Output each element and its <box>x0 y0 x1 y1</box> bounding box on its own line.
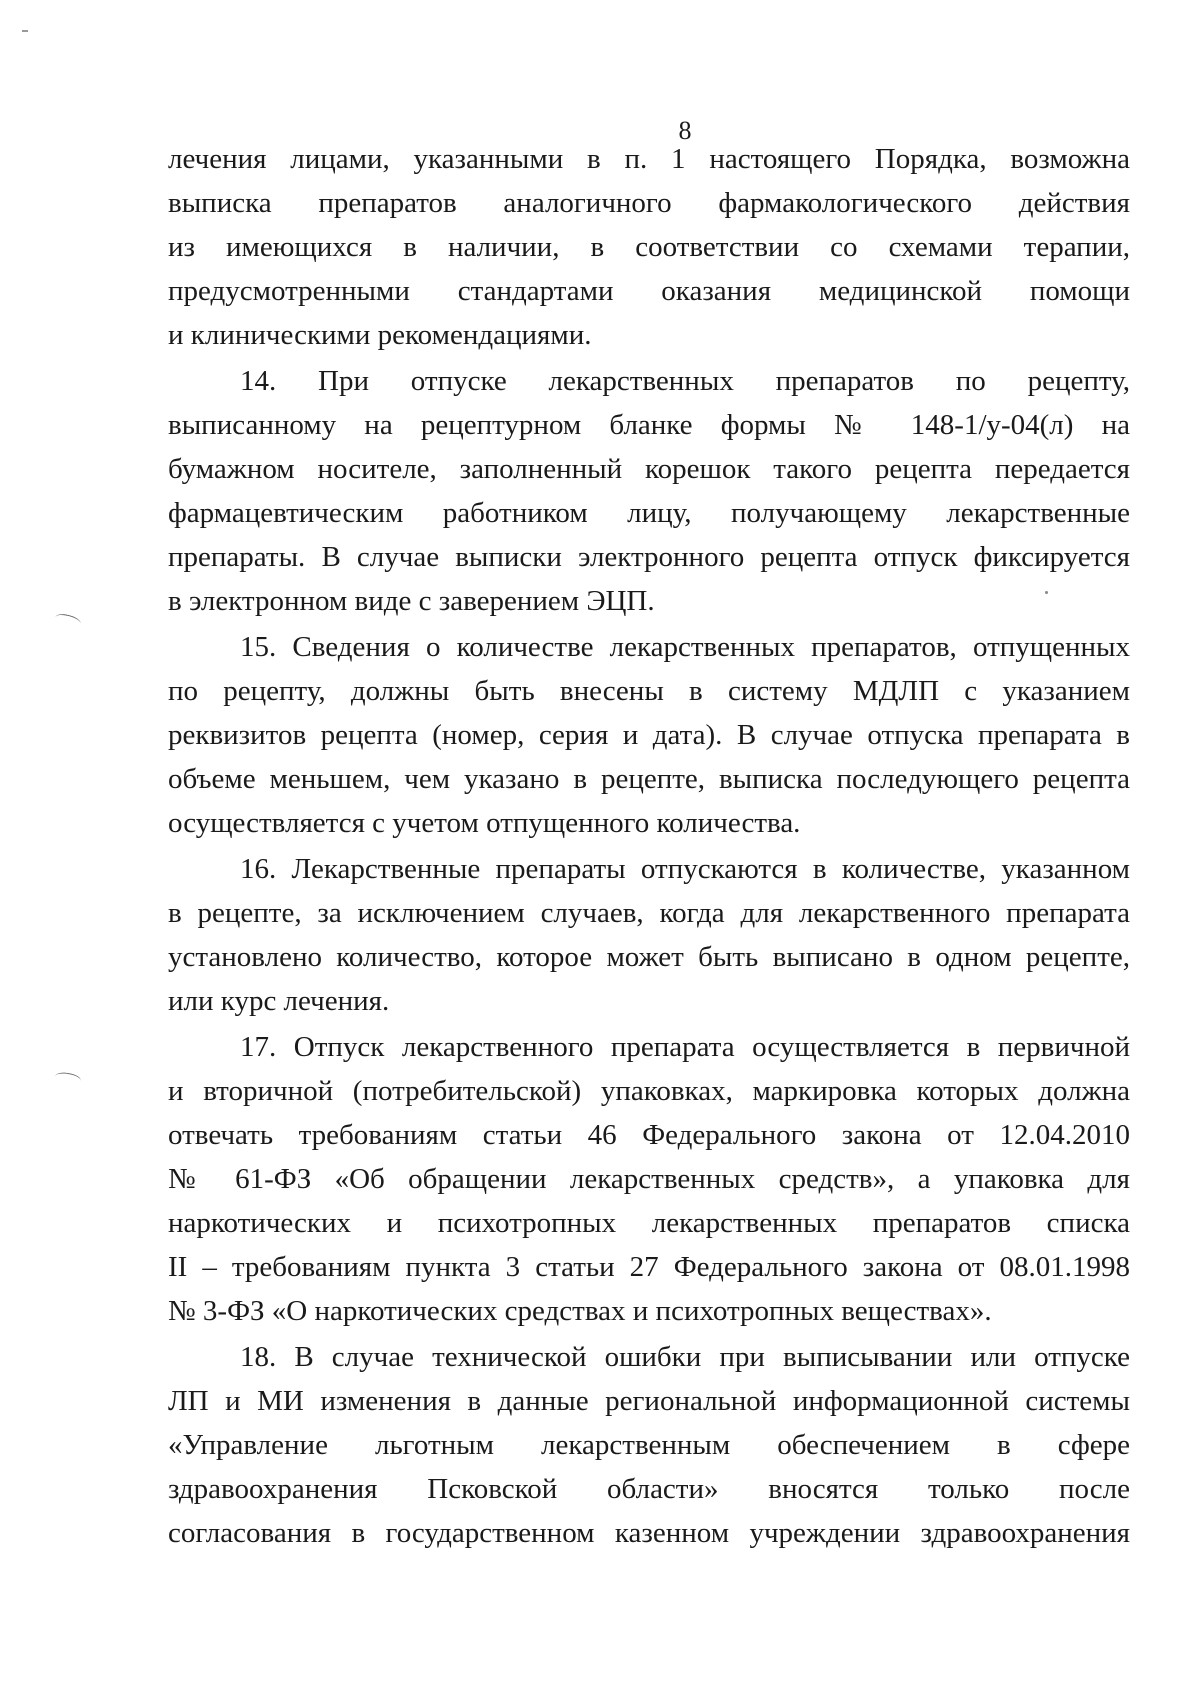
text-line: фармацевтическим работником лицу, получающему лекарственные <box>168 497 1130 529</box>
paragraph-p-16 <box>168 847 1130 1023</box>
text-line: 14. При отпуске лекарственных препаратов по рецепту, <box>240 365 1130 397</box>
text-line: осуществляется с учетом отпущенного количества. <box>168 807 801 839</box>
paragraph-p-17 <box>168 1025 1130 1333</box>
scan-artifact <box>22 30 28 32</box>
text-line: или курс лечения. <box>168 985 390 1017</box>
paragraph-p-18 <box>168 1335 1130 1555</box>
text-line: выписанному на рецептурном бланке формы № 148-1/у-04(л) на <box>168 409 1130 441</box>
text-line: отвечать требованиям статьи 46 Федерального закона от 12.04.2010 <box>168 1119 1130 1151</box>
text-line: по рецепту, должны быть внесены в систему МДЛП с указанием <box>168 675 1130 707</box>
text-line: наркотических и психотропных лекарственных препаратов списка <box>168 1207 1130 1239</box>
text-line: II – требованиям пункта 3 статьи 27 Федерального закона от 08.01.1998 <box>168 1251 1130 1283</box>
text-line: согласования в государственном казенном учреждении здравоохранения <box>168 1517 1130 1549</box>
text-line: реквизитов рецепта (номер, серия и дата). В случае отпуска препарата в <box>168 719 1130 751</box>
page-number: 8 <box>678 116 692 145</box>
scan-artifact <box>54 1071 82 1086</box>
text-line: установлено количество, которое может быть выписано в одном рецепте, <box>168 941 1130 973</box>
text-line: ЛП и МИ изменения в данные региональной информационной системы <box>168 1385 1130 1417</box>
text-line: № 61-ФЗ «Об обращении лекарственных средств», а упаковка для <box>168 1163 1130 1195</box>
document-body <box>168 137 1130 1555</box>
text-line: объеме меньшем, чем указано в рецепте, выписка последующего рецепта <box>168 763 1130 795</box>
text-line: в электронном виде с заверением ЭЦП. <box>168 585 655 617</box>
text-line: препараты. В случае выписки электронного рецепта отпуск фиксируется <box>168 541 1130 573</box>
text-line: 18. В случае технической ошибки при выписывании или отпуске <box>240 1341 1130 1373</box>
text-line: в рецепте, за исключением случаев, когда для лекарственного препарата <box>168 897 1130 929</box>
text-line: № 3-ФЗ «О наркотических средствах и психотропных веществах». <box>168 1295 992 1327</box>
paragraph-p-continued <box>168 137 1130 357</box>
text-line: из имеющихся в наличии, в соответствии со схемами терапии, <box>168 231 1130 263</box>
paragraph-p-14 <box>168 359 1130 623</box>
scan-artifact <box>54 612 82 629</box>
text-line: здравоохранения Псковской области» вносятся только после <box>168 1473 1130 1505</box>
text-line: «Управление льготным лекарственным обеспечением в сфере <box>168 1429 1130 1461</box>
paragraph-p-15 <box>168 625 1130 845</box>
text-line: предусмотренными стандартами оказания медицинской помощи <box>168 275 1130 307</box>
text-line: 17. Отпуск лекарственного препарата осуществляется в первичной <box>240 1031 1130 1063</box>
text-line: лечения лицами, указанными в п. 1 настоящего Порядка, возможна <box>168 143 1130 175</box>
text-line: выписка препаратов аналогичного фармакологического действия <box>168 187 1130 219</box>
text-line: 16. Лекарственные препараты отпускаются в количестве, указанном <box>240 853 1130 885</box>
text-line: 15. Сведения о количестве лекарственных препаратов, отпущенных <box>240 631 1130 663</box>
text-line: бумажном носителе, заполненный корешок такого рецепта передается <box>168 453 1130 485</box>
text-line: и клиническими рекомендациями. <box>168 319 592 351</box>
text-line: и вторичной (потребительской) упаковках, маркировка которых должна <box>168 1075 1130 1107</box>
